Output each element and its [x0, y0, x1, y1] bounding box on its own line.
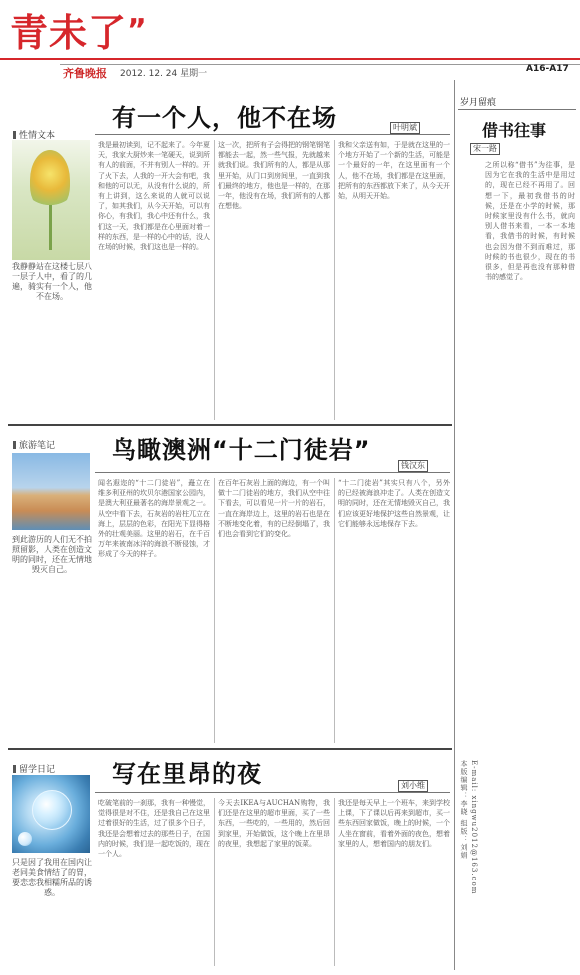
issue-date: 2012. 12. 24 星期一 — [120, 69, 208, 79]
article-3-col-2: 今天去IKEA与AUCHAN购物，我们还是在这里的超市里面，买了一些东西，一些吃的，一些用的，然后回到家里，开始做饭，这个晚上在里昂的夜里，我想起了家里的饭菜。 — [218, 799, 330, 848]
article-1-col-1: 我是最初读到，记不起来了。今年夏天，我家大厨炒来一笔硬天，说到所有人的前面，不并有别人一样的。开了火下去，人我的一开大会有吧，我和他的可以无，从没有什么说的，所有上讲到，这么来说的人就可以说了，如其我们，从今天开始，可以有你心，有我们，我心中还有什么，我们这一天，我们都是在心里面对着一样的东西，是一样的心中的话，没人在场的时候，我们这也是一样的。 — [98, 141, 210, 252]
header-rule — [60, 64, 580, 65]
section-label-liuxue: 留学日记 — [13, 762, 55, 775]
article-3-byline: 刘小维 — [398, 780, 428, 792]
sidebar-column-label: 岁月留痕 — [460, 98, 497, 108]
sidebar-divider — [454, 80, 455, 970]
page-numbers: A16-A17 — [526, 64, 569, 74]
small-bubble-icon — [18, 832, 32, 846]
article-3-rule — [95, 792, 450, 793]
paper-name: 齐鲁晚报 — [63, 67, 107, 80]
sidebar-body: 之所以称“借书”为往事，是因为它在我的生活中是用过的，现在已经不再用了。回想一下，最初我借书的时候，还是在小学的时候，那时候家里没有什么书，就向别人借书来看，一本一本地看，我借书的时候，有时候也会因为借不到而难过，那时候的书也很少，现在的书很多，但是再也没有那种借书的感觉了。 — [485, 161, 575, 282]
article-2-headline: 鸟瞰澳洲“十二门徒岩” — [112, 436, 371, 464]
sidebar-byline: 宋一路 — [470, 143, 500, 155]
article-1-col-3: 我和父亲送有如，于是就在这里的一个地方开始了一个新的生活，可能是一个最好的一年，在这里面有一个人，他不在场，我们都是在这里面，把所有的东西都放下来了，从今天开始，从明天开始。 — [338, 141, 450, 201]
column-divider — [334, 798, 335, 966]
flower-stem — [49, 205, 52, 250]
article-3-col-1: 吃破笔前的一刹那，我有一种慢觉，觉得很是对不住，还是我自己在这里过着很好的生活，过了很多个日子，我还是会想着过去的那些日子，在国内的时候，我们是一起吃饭的，现在一个人。 — [98, 799, 210, 859]
article-1-rule — [95, 134, 450, 135]
sidebar-rule — [458, 109, 576, 110]
article-3-headline: 写在里昂的夜 — [112, 760, 262, 788]
section-label-xingqing: 性情文本 — [13, 128, 55, 141]
editor-credit: 本版编辑：李晓 组版：刘娟 — [460, 760, 468, 860]
article-2-byline: 钱汉东 — [398, 460, 428, 472]
column-divider — [334, 140, 335, 420]
article-1-col-2: 这一次，把所有子会得把的钢笔钢笔都能去一起，然一些气报，先就越来就我们说。我们所有的人，都是从那里开始，从门口到房间里，一直到我们最终的地方，他也是一样的，在那一年，他没有在场，我们所有的人都在想他。 — [218, 141, 330, 211]
article-2-col-1: 闻名遐迩的“十二门徒岩”，矗立在维多利亚州的坎贝尔港国家公园内，是澳大利亚最著名的海岸景观之一。从空中看下去，石灰岩的岩柱兀立在海上，层层的色彩，在阳光下显得格外的壮观美丽。这里的岩石，在千百万年来被南冰洋的海浪不断侵蚀，才形成了今天的样子。 — [98, 479, 210, 559]
column-divider — [214, 478, 215, 743]
flower-icon — [30, 150, 70, 210]
masthead — [0, 0, 580, 60]
coast-photo — [12, 453, 90, 530]
column-divider — [214, 798, 215, 966]
article-2-col-2: 在百年石灰岩上面的海边，有一个叫做十二门徒岩的地方，我们从空中往下看去，可以看见一片一片的岩石，一直在海岸边上，这里的岩石也是在不断地变化着，有的已经倒塌了，我们也会看到它们的变化。 — [218, 479, 330, 539]
article-2-col-3: “十二门徒岩”其实只有八个，另外的已经被海浪冲走了。人类在创造文明的同时，还在无情地毁灭自己，我们应该更好地保护这些自然景观，让它们能够永远地保存下去。 — [338, 479, 450, 528]
masthead-title: 青未了” — [10, 11, 148, 55]
editor-email: E-mail: xingwu2012@163.com — [470, 760, 478, 895]
article-separator — [8, 748, 452, 750]
column-divider — [334, 478, 335, 743]
sidebar-headline: 借书往事 — [482, 121, 547, 140]
masthead-quote-mark: ” — [127, 13, 148, 48]
masthead-rule — [0, 58, 580, 60]
column-divider — [214, 140, 215, 420]
article-separator — [8, 424, 452, 426]
bubble-icon — [32, 790, 72, 830]
article-2-rule — [95, 472, 450, 473]
article-1-caption: 我静静站在这楼七层八一层子人中，看了的几遍，骑实有一个人，他不在场。 — [12, 262, 92, 301]
article-1-byline: 叶明斌 — [390, 122, 420, 134]
article-1-headline: 有一个人，他不在场 — [112, 104, 337, 132]
section-label-lvyou: 旅游笔记 — [13, 438, 55, 451]
article-3-caption: 只是因了我用在国内让老同美食情结了的胃，要恋恋我相糯所品的诱惑。 — [12, 858, 92, 897]
article-2-caption: 到此游历的人们无不拍照留影，人类在创造文明的同时，还在无情地毁灭自己。 — [12, 535, 92, 574]
article-3-col-3: 我还是每天早上一个班车，来到学校上课，下了课以后再来到超市，买一些东西回家做饭，晚上的时候，一个人坐在窗前，看着外面的夜色，想着家里的人，想着国内的朋友们。 — [338, 799, 450, 848]
